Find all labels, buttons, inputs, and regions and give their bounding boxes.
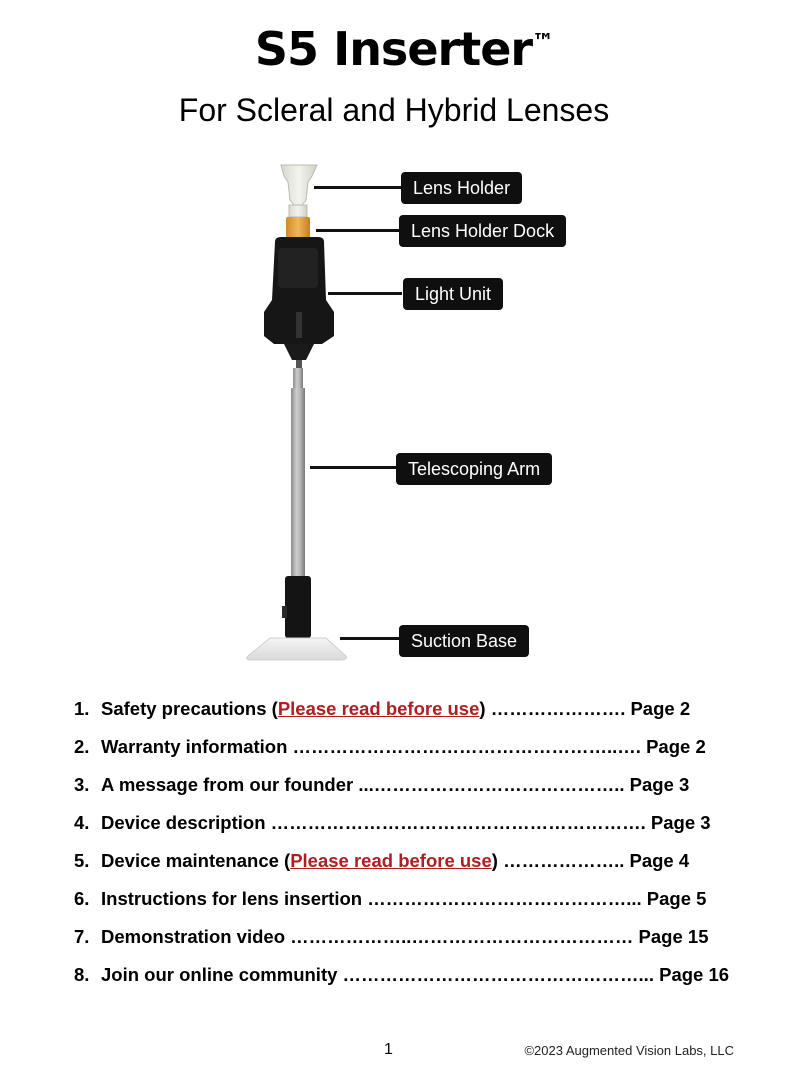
light-unit-part (264, 237, 334, 368)
toc-number: 8. (74, 964, 90, 985)
toc-text: Join our online community …………………………………………... Page 16 (101, 964, 730, 985)
page-number: 1 (384, 1041, 393, 1058)
toc-item[interactable] (74, 804, 724, 842)
toc-number: 5. (74, 850, 90, 871)
toc-number: 1. (74, 698, 90, 719)
toc-number: 7. (74, 926, 90, 947)
toc-text: Demonstration video ………………..……………………………… Page 15 (101, 926, 709, 947)
toc-text: Instructions for lens insertion ……………………………………... Page 5 (101, 888, 707, 909)
toc-text: Warranty information ……………………………………………..…. Page 2 (101, 736, 706, 757)
toc-number: 3. (74, 774, 90, 795)
toc-number: 4. (74, 812, 90, 833)
copyright-notice: ©2023 Augmented Vision Labs, LLC (524, 1043, 734, 1058)
label-suction-base: Suction Base (399, 625, 529, 657)
toc-item[interactable] (74, 690, 724, 728)
toc-text: Device description ……………………………………………………. Page 3 (101, 812, 711, 833)
document-subtitle: For Scleral and Hybrid Lenses (178, 92, 610, 128)
toc-item[interactable] (74, 728, 724, 766)
suction-base-leader (340, 637, 402, 640)
lens-holder-leader (314, 186, 402, 189)
label-lens-holder: Lens Holder (401, 172, 522, 204)
toc-item[interactable] (74, 956, 730, 994)
read-before-use-link[interactable]: Please read before use (290, 850, 492, 871)
toc-text: A message from our founder ...………………………………….. Page 3 (101, 774, 690, 795)
suction-base-part (247, 576, 347, 660)
telescoping-arm-part (291, 368, 305, 578)
light-unit-leader (328, 292, 402, 295)
toc-number: 6. (74, 888, 90, 909)
trademark-symbol: ™ (532, 30, 554, 55)
telescoping-arm-leader (310, 466, 398, 469)
toc-text: Device maintenance ( (101, 850, 291, 871)
label-telescoping-arm: Telescoping Arm (396, 453, 552, 485)
toc-number: 2. (74, 736, 90, 757)
toc-page-ref: ) …………………. Page 2 (479, 698, 691, 719)
label-light-unit: Light Unit (403, 278, 503, 310)
toc-item[interactable] (74, 918, 724, 956)
toc-text: Safety precautions ( (101, 698, 278, 719)
lens-holder-dock-leader (316, 229, 402, 232)
toc-item[interactable] (74, 842, 724, 880)
table-of-contents (74, 690, 730, 994)
toc-item[interactable] (74, 766, 724, 804)
label-lens-holder-dock: Lens Holder Dock (399, 215, 566, 247)
lens-holder-dock-part (286, 217, 310, 239)
toc-item[interactable] (74, 880, 724, 918)
read-before-use-link[interactable]: Please read before use (277, 698, 480, 719)
lens-holder-part (281, 165, 317, 217)
toc-page-ref: ) ……………….. Page 4 (491, 850, 690, 871)
title-text: S5 Inserter (254, 22, 533, 76)
